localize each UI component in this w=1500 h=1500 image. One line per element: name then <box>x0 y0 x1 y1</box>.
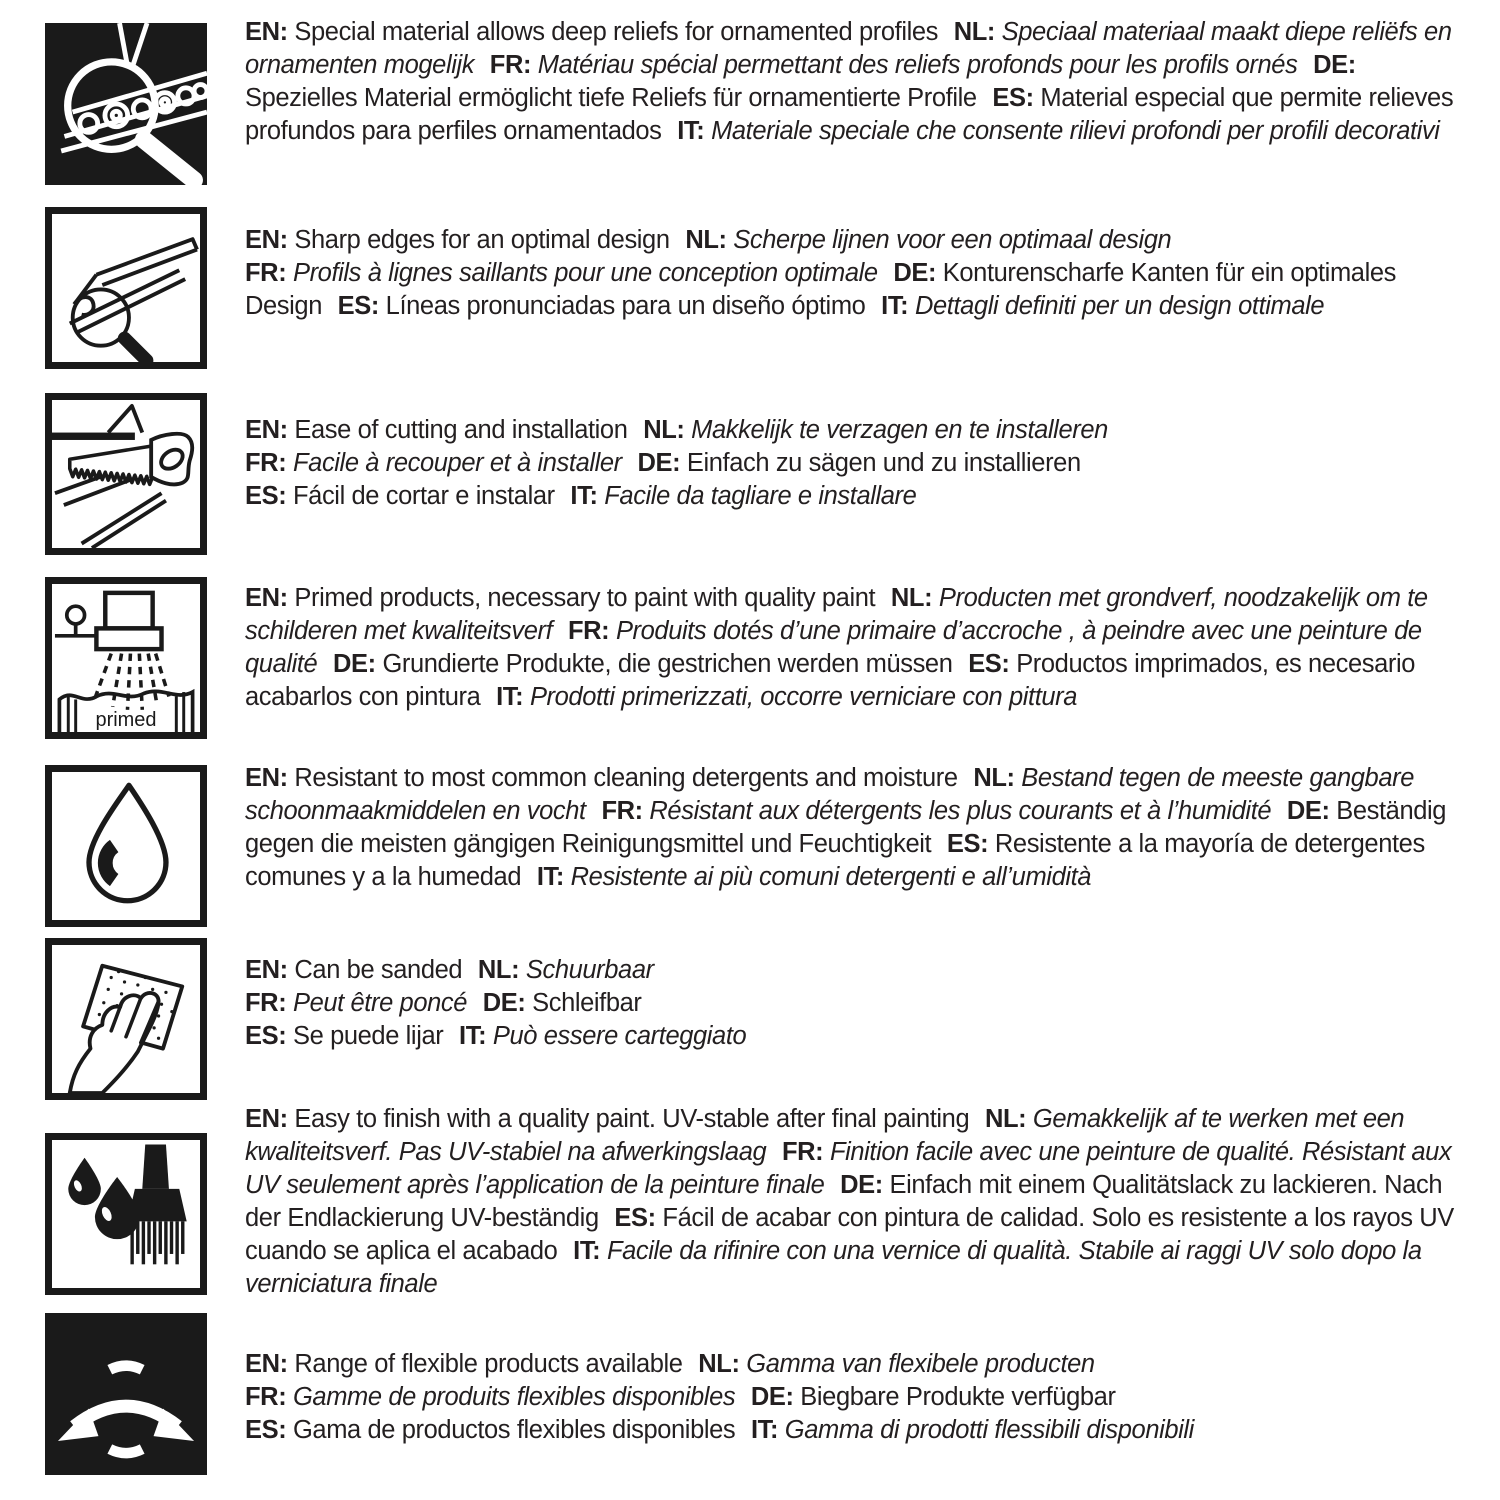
feature-text-es: Productos imprimados, es necesario acabarlos con pintura <box>245 650 1416 711</box>
feature-text-nl: Speciaal materiaal maakt diepe reliëfs en ornamenten mogelijk <box>245 18 1452 79</box>
lang-label-de: DE: <box>1286 797 1330 825</box>
lang-label-it: IT: <box>536 863 564 891</box>
lang-label-en: EN: <box>245 1105 288 1133</box>
feature-text-it: Materiale speciale che consente rilievi profondi per profili decorativi <box>711 117 1440 145</box>
feature-text-en: Primed products, necessary to paint with quality paint <box>294 584 876 612</box>
feature-text-fr: Gamme de produits flexibles disponibles <box>292 1383 736 1411</box>
lang-label-de: DE: <box>482 989 526 1017</box>
feature-text-nl: Producten met grondverf, noodzakelijk om te schilderen met kwaliteitsverf <box>245 584 1428 645</box>
paint-brush-drops-icon <box>45 1133 207 1295</box>
lang-label-nl: NL: <box>698 1350 740 1378</box>
feature-text-es: Líneas pronunciadas para un diseño óptimo <box>385 292 866 320</box>
feature-text-en: Ease of cutting and installation <box>294 416 628 444</box>
lang-label-de: DE: <box>893 259 937 287</box>
feature-text-en: Sharp edges for an optimal design <box>294 226 670 254</box>
lang-label-nl: NL: <box>890 584 933 612</box>
feature-text-de: Konturenscharfe Kanten für ein optimales Design <box>245 259 1396 320</box>
lang-label-fr: FR: <box>489 51 532 79</box>
feature-text-de: Einfach zu sägen und zu installieren <box>686 449 1081 477</box>
feature-text-es: Material especial que permite relieves profundos para perfiles ornamentados <box>245 84 1454 145</box>
feature-text-nl: Gamma van flexibele producten <box>746 1350 1095 1378</box>
lang-label-en: EN: <box>245 416 288 444</box>
feature-text-en: Resistant to most common cleaning detergents and moisture <box>294 764 958 792</box>
lang-label-fr: FR: <box>245 449 287 477</box>
feature-text-nl: Bestand tegen de meeste gangbare schoonmaakmiddelen en vocht <box>245 764 1414 825</box>
feature-text-fr: Facile à recouper et à installer <box>292 449 622 477</box>
feature-text-fr: Peut être poncé <box>292 989 468 1017</box>
feature-description <box>245 414 1467 513</box>
lang-label-it: IT: <box>573 1237 601 1265</box>
lang-label-it: IT: <box>459 1022 487 1050</box>
feature-text-nl: Schuurbaar <box>525 956 654 984</box>
lang-label-de: DE: <box>1313 51 1356 79</box>
lang-label-fr: FR: <box>245 259 287 287</box>
feature-text-de: Einfach mit einem Qualitätslack zu lackieren. Nach der Endlackierung UV-beständig <box>245 1171 1443 1232</box>
lang-label-es: ES: <box>614 1204 656 1232</box>
feature-description <box>245 762 1467 894</box>
lang-label-fr: FR: <box>245 1383 287 1411</box>
feature-text-fr: Produits dotés d’une primaire d’accroche , à peindre avec une peinture de qualité <box>245 617 1422 678</box>
lang-label-de: DE: <box>637 449 681 477</box>
feature-description <box>245 1348 1467 1447</box>
feature-text-fr: Résistant aux détergents les plus courants et à l’humidité <box>649 797 1272 825</box>
feature-text-en: Special material allows deep reliefs for ornamented profiles <box>294 18 938 46</box>
feature-text-en: Can be sanded <box>294 956 463 984</box>
feature-text-it: Facile da rifinire con una vernice di qualità. Stabile ai raggi UV solo dopo la verniciatura finale <box>245 1237 1422 1298</box>
lang-label-de: DE: <box>750 1383 794 1411</box>
feature-text-es: Fácil de acabar con pintura de calidad. Solo es resistente a los rayos UV cuando se aplica el acabado <box>245 1204 1454 1265</box>
feature-text-fr: Matériau spécial permettant des reliefs profonds pour les profils ornés <box>537 51 1298 79</box>
feature-text-en: Range of flexible products available <box>294 1350 683 1378</box>
ornamented-profile-magnifier-icon <box>45 23 207 185</box>
lang-label-es: ES: <box>992 84 1034 112</box>
water-drop-icon <box>45 765 207 927</box>
lang-label-it: IT: <box>496 683 524 711</box>
feature-text-it: Dettagli definiti per un design ottimale <box>914 292 1325 320</box>
lang-label-en: EN: <box>245 18 288 46</box>
lang-label-nl: NL: <box>685 226 727 254</box>
lang-label-de: DE: <box>333 650 376 678</box>
lang-label-fr: FR: <box>245 989 287 1017</box>
lang-label-it: IT: <box>750 1416 779 1444</box>
feature-description <box>245 1103 1467 1301</box>
feature-text-en: Easy to finish with a quality paint. UV-stable after final painting <box>294 1105 970 1133</box>
feature-text-es: Resistente a la mayoría de detergentes comunes y a la humedad <box>245 830 1425 891</box>
feature-text-nl: Scherpe lijnen voor een optimaal design <box>733 226 1172 254</box>
feature-text-it: Prodotti primerizzati, occorre verniciare con pittura <box>529 683 1078 711</box>
feature-description <box>245 954 1467 1053</box>
feature-text-it: Gamma di prodotti flessibili disponibili <box>784 1416 1194 1444</box>
lang-label-es: ES: <box>245 1022 287 1050</box>
lang-label-es: ES: <box>245 482 287 510</box>
feature-text-de: Grundierte Produkte, die gestrichen werden müssen <box>382 650 953 678</box>
lang-label-en: EN: <box>245 584 288 612</box>
lang-label-es: ES: <box>337 292 379 320</box>
sanding-hand-icon <box>45 938 207 1100</box>
feature-text-de: Beständig gegen die meisten gängigen Reinigungsmittel und Feuchtigkeit <box>245 797 1447 858</box>
lang-label-fr: FR: <box>567 617 610 645</box>
feature-text-de: Biegbare Produkte verfügbar <box>800 1383 1116 1411</box>
sharp-edges-magnifier-icon <box>45 207 207 369</box>
feature-text-fr: Profils à lignes saillants pour une conception optimale <box>292 259 878 287</box>
lang-label-nl: NL: <box>953 18 995 46</box>
lang-label-es: ES: <box>968 650 1010 678</box>
lang-label-es: ES: <box>245 1416 287 1444</box>
lang-label-it: IT: <box>677 117 705 145</box>
feature-text-it: Può essere carteggiato <box>492 1022 747 1050</box>
lang-label-nl: NL: <box>973 764 1015 792</box>
feature-description <box>245 582 1467 714</box>
feature-text-it: Resistente ai più comuni detergenti e all’umidità <box>570 863 1092 891</box>
lang-label-en: EN: <box>245 764 288 792</box>
feature-text-es: Fácil de cortar e instalar <box>293 482 555 510</box>
feature-text-nl: Gemakkelijk af te werken met een kwaliteitsverf. Pas UV-stabiel na afwerkingslaag <box>245 1105 1405 1166</box>
lang-label-en: EN: <box>245 1350 288 1378</box>
lang-label-fr: FR: <box>781 1138 824 1166</box>
feature-text-de: Schleifbar <box>532 989 642 1017</box>
primed-label: primed <box>95 709 157 732</box>
lang-label-es: ES: <box>946 830 989 858</box>
feature-text-it: Facile da tagliare e installare <box>604 482 917 510</box>
feature-text-es: Gama de productos flexibles disponibles <box>293 1416 736 1444</box>
feature-text-de: Spezielles Material ermöglicht tiefe Reliefs für ornamentierte Profile <box>245 84 977 112</box>
lang-label-fr: FR: <box>601 797 643 825</box>
feature-description <box>245 224 1467 323</box>
feature-text-nl: Makkelijk te verzagen en te installeren <box>691 416 1108 444</box>
flexible-arrow-icon <box>45 1313 207 1475</box>
feature-text-es: Se puede lijar <box>293 1022 444 1050</box>
feature-text-fr: Finition facile avec une peinture de qualité. Résistant aux UV seulement après l’application de la peinture finale <box>245 1138 1452 1199</box>
lang-label-en: EN: <box>245 956 288 984</box>
lang-label-it: IT: <box>881 292 909 320</box>
lang-label-nl: NL: <box>984 1105 1027 1133</box>
feature-description <box>245 16 1467 148</box>
lang-label-nl: NL: <box>643 416 685 444</box>
saw-cutting-icon <box>45 393 207 555</box>
lang-label-it: IT: <box>570 482 598 510</box>
lang-label-en: EN: <box>245 226 288 254</box>
primer-spray-icon <box>45 577 207 739</box>
lang-label-nl: NL: <box>477 956 520 984</box>
lang-label-de: DE: <box>840 1171 883 1199</box>
